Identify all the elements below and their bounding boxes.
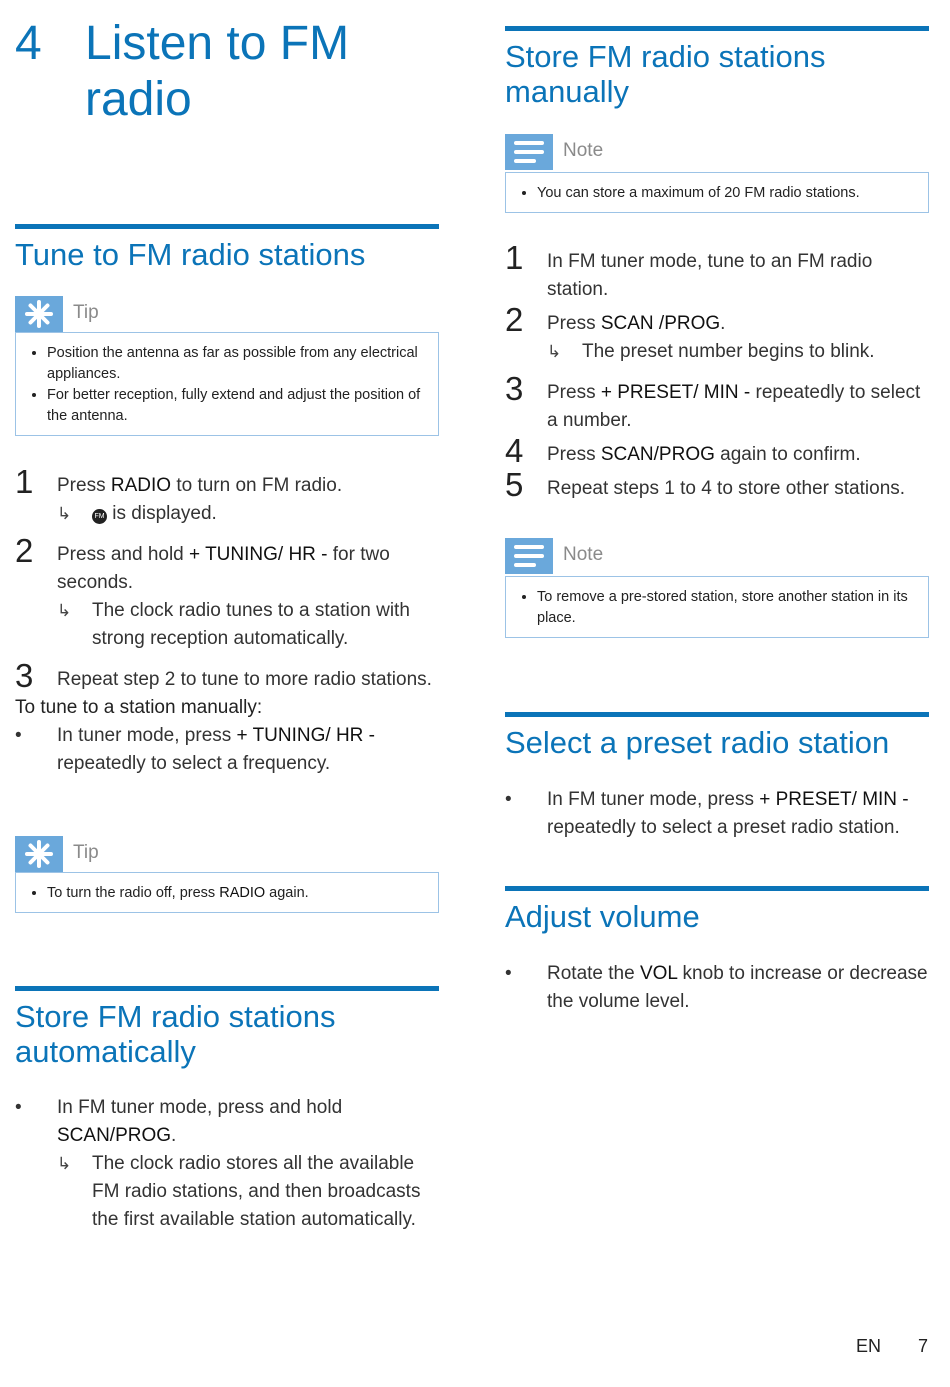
arrow-right-icon: ↳ [57,601,72,620]
note-item: • You can store a maximum of 20 FM radio stations. [537,183,918,204]
preset-steps [505,786,935,842]
chapter-heading: Listen to FM radio [85,17,350,126]
asterisk-icon [15,836,63,872]
manual-step-4: 4 Press SCAN/PROG again to confirm. [505,432,861,469]
tune-steps [15,463,439,778]
auto-result: ↳ The clock radio stores all the available FM radio stations, and then broadcasts the first available station automatically. [57,1150,439,1234]
section-heading-auto: Store FM radio stations automatically [15,986,439,1069]
tip-label: Tip [73,302,99,323]
note-header [505,134,929,170]
preset-bullet: • In FM tuner mode, press + PRESET/ MIN - repeatedly to select a preset radio station. [505,789,909,838]
manual-step-1: 1 In FM tuner mode, tune to an FM radio station. [505,239,873,300]
note-lines-icon [505,134,553,170]
tip2-label: Tip [73,842,99,863]
tip2-box [15,872,439,913]
step-2: 2 Press and hold + TUNING/ HR - for two seconds. ↳ The clock radio tunes to a station with strong reception automatically. [15,541,439,653]
manual-tune-bullet: • In tuner mode, press + TUNING/ HR - repeatedly to select a frequency. [15,725,376,774]
note-box [505,172,929,213]
step-1: 1 Press RADIO to turn on FM radio. ↳ FM is displayed. [15,472,439,528]
manual-step-3: 3 Press + PRESET/ MIN - repeatedly to select a number. [505,370,921,431]
section-heading-manual: Store FM radio stations manually [505,26,929,109]
footer-language: EN [856,1336,882,1356]
arrow-right-icon: ↳ [57,504,72,523]
auto-steps [15,1094,439,1234]
manual-step-5: 5 Repeat steps 1 to 4 to store other stations. [505,466,906,503]
note-label: Note [563,140,604,161]
tip-item: • Position the antenna as far as possible from any electrical appliances. [47,343,428,385]
manual-step-2: 2 Press SCAN /PROG. ↳ The preset number begins to blink. [505,310,935,366]
step-1-result: ↳ FM is displayed. [57,500,439,528]
volume-steps [505,960,935,1016]
section-heading-tune: Tune to FM radio stations [15,224,439,272]
tip-header [15,296,439,332]
tip-box [15,332,439,436]
note2-header [505,538,929,574]
note-lines-icon [505,538,553,574]
asterisk-icon [15,296,63,332]
note2-label: Note [563,544,604,565]
section-heading-preset: Select a preset radio station [505,712,929,760]
page-number: 7 [918,1336,929,1356]
fm-icon: FM [92,509,107,524]
auto-bullet: • In FM tuner mode, press and hold SCAN/PROG. ↳ The clock radio stores all the available FM radio stations, and then broadcasts the first available station automatically. [15,1094,439,1234]
volume-bullet: • Rotate the VOL knob to increase or decrease the volume level. [505,963,928,1012]
section-heading-volume: Adjust volume [505,886,929,934]
note2-item: • To remove a pre-stored station, store another station in its place. [537,587,918,629]
tip2-item: • To turn the radio off, press RADIO again. [47,883,428,904]
tip-item: • For better reception, fully extend and adjust the position of the antenna. [47,385,428,427]
manual-step-2-result: ↳ The preset number begins to blink. [547,338,935,366]
chapter-number: 4 [15,17,42,70]
note2-box [505,576,929,638]
manual-steps [505,239,935,503]
tip2-header [15,836,439,872]
step-2-result: ↳ The clock radio tunes to a station with strong reception automatically. [57,597,439,653]
step-3: 3 Repeat step 2 to tune to more radio stations. [15,657,432,694]
arrow-right-icon: ↳ [57,1154,72,1173]
manual-tune-label: To tune to a station manually: [15,697,263,718]
arrow-right-icon: ↳ [547,342,562,361]
